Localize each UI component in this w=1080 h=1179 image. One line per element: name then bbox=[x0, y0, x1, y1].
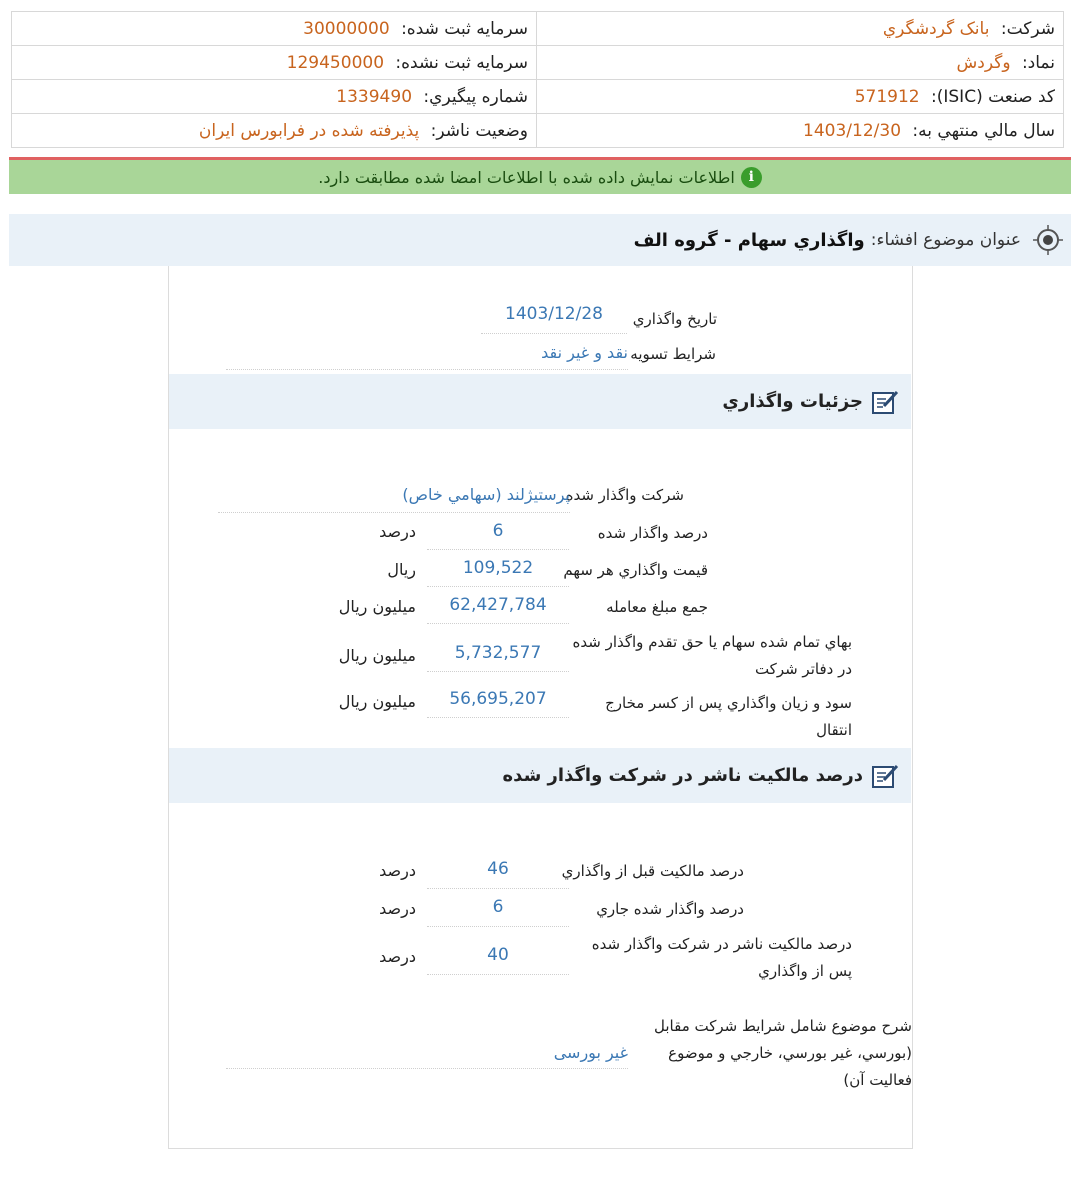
details-row-1-unit: درصد bbox=[379, 522, 416, 541]
registered-capital-cell bbox=[12, 12, 537, 46]
company-info-table bbox=[11, 11, 1064, 148]
symbol-value: وگردش bbox=[956, 52, 1011, 73]
ownership-row-2-unit: درصد bbox=[379, 899, 416, 918]
subject-title: واگذاري سهام - گروه الف bbox=[633, 229, 865, 251]
registered-capital-value: 30000000 bbox=[303, 18, 390, 39]
details-row-2-underline bbox=[427, 586, 569, 587]
company-underline bbox=[218, 512, 570, 513]
fiscal-year-label: سال مالي منتهي به: bbox=[912, 120, 1055, 141]
details-row-2-value: 109,522 bbox=[462, 558, 534, 578]
details-row-4-underline bbox=[427, 671, 569, 672]
isic-label: کد صنعت (ISIC): bbox=[931, 86, 1055, 107]
edit-icon bbox=[871, 763, 899, 789]
unregistered-capital-label: سرمايه ثبت نشده: bbox=[395, 52, 528, 73]
publisher-status-cell bbox=[12, 114, 537, 148]
ownership-row-2-underline bbox=[427, 926, 569, 927]
description-underline bbox=[226, 1068, 628, 1069]
subject-label: عنوان موضوع افشاء: bbox=[870, 230, 1021, 250]
publisher-status-label: وضعيت ناشر: bbox=[430, 120, 528, 141]
details-row-5-value: 56,695,207 bbox=[449, 689, 547, 709]
ownership-row-3-value: 40 bbox=[487, 945, 509, 965]
ownership-row-3-unit: درصد bbox=[379, 947, 416, 966]
company-cell bbox=[537, 12, 1064, 46]
ownership-row-2-label: درصد واگذار شده جاري bbox=[596, 900, 744, 918]
subject-bar bbox=[9, 214, 1071, 266]
symbol-cell bbox=[537, 46, 1064, 80]
tracking-cell bbox=[12, 80, 537, 114]
details-row-2-unit: ريال bbox=[387, 560, 416, 579]
ownership-section-header bbox=[169, 748, 911, 803]
notice-text: اطلاعات نمايش داده شده با اطلاعات امضا شده مطابقت دارد. bbox=[318, 167, 735, 187]
settlement-label: شرايط تسويه bbox=[630, 345, 716, 363]
date-label: تاريخ واگذاري bbox=[632, 310, 717, 328]
description-value: غير بورسی bbox=[553, 1043, 628, 1062]
details-section-title: جزئيات واگذاري bbox=[722, 391, 863, 412]
ownership-row-1-unit: درصد bbox=[379, 861, 416, 880]
registered-capital-label: سرمايه ثبت شده: bbox=[401, 18, 528, 39]
settlement-underline bbox=[226, 369, 628, 370]
details-row-5-underline bbox=[427, 717, 569, 718]
edit-icon bbox=[871, 389, 899, 415]
verification-notice bbox=[9, 160, 1071, 194]
isic-value: 571912 bbox=[854, 86, 920, 107]
details-row-3-underline bbox=[427, 623, 569, 624]
ownership-row-1-label: درصد مالکيت قبل از واگذاري bbox=[561, 862, 744, 880]
details-row-5-unit: ميليون ريال bbox=[338, 692, 416, 711]
unregistered-capital-cell bbox=[12, 46, 537, 80]
details-row-4-value: 5,732,577 bbox=[454, 643, 542, 663]
description-label: شرح موضوع شامل شرايط شرکت مقابل (بورسي، غير بورسي، خارجي و موضوع فعاليت آن) bbox=[654, 1017, 912, 1089]
fiscal-year-value: 1403/12/30 bbox=[803, 120, 902, 141]
unregistered-capital-value: 129450000 bbox=[286, 52, 385, 73]
details-row-1-underline bbox=[427, 549, 569, 550]
details-row-5-label: سود و زيان واگذاري پس از کسر مخارج انتقال bbox=[605, 694, 852, 739]
transferred-company-value: پرستيژلند (سهامي خاص) bbox=[402, 485, 570, 504]
ownership-row-1-value: 46 bbox=[487, 859, 509, 879]
fiscal-year-cell bbox=[537, 114, 1064, 148]
tracking-value: 1339490 bbox=[336, 86, 413, 107]
date-underline bbox=[481, 333, 627, 334]
isic-cell bbox=[537, 80, 1064, 114]
details-section-header bbox=[169, 374, 911, 429]
ownership-row-3-label: درصد مالکيت ناشر در شرکت واگذار شده پس از واگذاري bbox=[591, 935, 852, 980]
ownership-row-1-underline bbox=[427, 888, 569, 889]
date-value: 1403/12/28 bbox=[505, 304, 603, 324]
ownership-section-title: درصد مالکيت ناشر در شرکت واگذار شده bbox=[502, 765, 863, 786]
company-value: بانک گردشگري bbox=[882, 18, 990, 39]
target-icon bbox=[1033, 225, 1063, 255]
info-icon: i bbox=[741, 167, 762, 188]
details-row-2-label: قيمت واگذاري هر سهم bbox=[563, 561, 708, 579]
details-row-3-label: جمع مبلغ معامله bbox=[606, 598, 708, 616]
details-row-3-value: 62,427,784 bbox=[449, 595, 547, 615]
tracking-label: شماره پيگيري: bbox=[423, 86, 528, 107]
ownership-row-2-value: 6 bbox=[492, 897, 504, 917]
details-row-4-unit: ميليون ريال bbox=[338, 646, 416, 665]
ownership-row-3-underline bbox=[427, 974, 569, 975]
details-row-1-value: 6 bbox=[492, 521, 504, 541]
transferred-company-label: شرکت واگذار شده bbox=[565, 486, 684, 504]
details-row-3-unit: ميليون ريال bbox=[338, 597, 416, 616]
company-label: شرکت: bbox=[1000, 18, 1055, 39]
details-row-1-label: درصد واگذار شده bbox=[597, 524, 708, 542]
symbol-label: نماد: bbox=[1021, 52, 1055, 73]
details-row-4-label: بهاي تمام شده سهام يا حق تقدم واگذار شده در دفاتر شرکت bbox=[572, 633, 852, 678]
settlement-value: نقد و غير نقد bbox=[541, 343, 628, 362]
publisher-status-value: پذيرفته شده در فرابورس ايران bbox=[198, 120, 420, 141]
